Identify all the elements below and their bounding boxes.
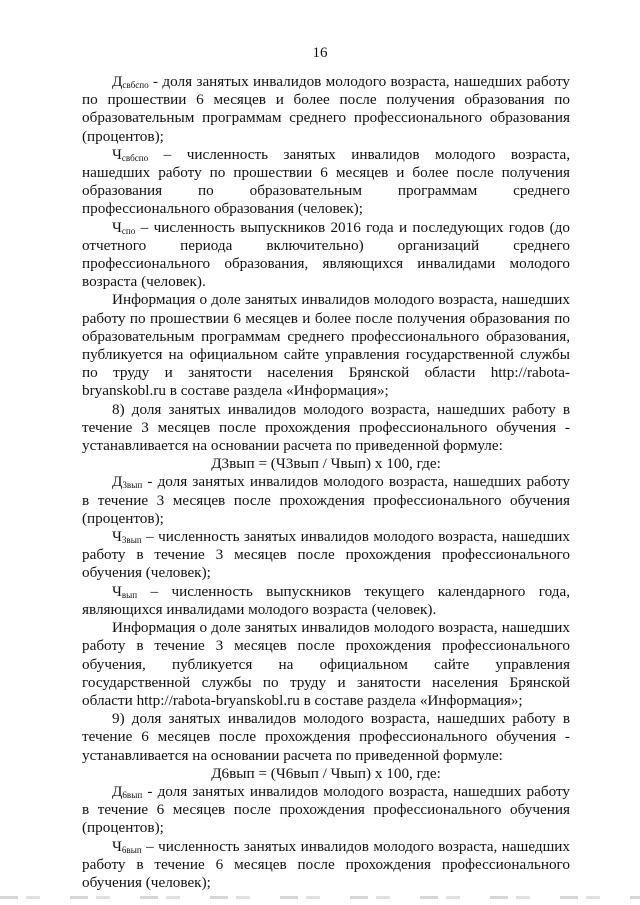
definition-paragraph	[82, 146, 570, 219]
symbol-subscript: свбспо	[121, 152, 149, 163]
info-paragraph: Информация о доле занятых инвалидов молодого возраста, нашедших работу в течение 3 месяцев после прохождения профессионального обучения, публикуется на официальном сайте управления государственной службы по труду и занятости населения Брянской области http://rabota-bryanskobl.ru в составе раздела «Информация»;	[82, 619, 570, 709]
paragraph-text: – численность выпускников 2016 года и последующих годов (до отчетного периода включительно) организаций среднего профессионального образования, являющихся инвалидами молодого возраста (человек).	[82, 218, 570, 291]
definition-paragraph	[82, 219, 570, 292]
paragraph-text: – численность занятых инвалидов молодого возраста, нашедших работу в течение 3 месяцев после прохождения профессионального обучения (человек);	[82, 528, 570, 582]
definition-paragraph	[82, 73, 570, 146]
symbol: Ч	[112, 218, 122, 236]
paragraph-text: - доля занятых инвалидов молодого возраста, нашедших работу по прошествии 6 месяцев и более после получения образования по образовательным программам среднего профессионального образования (процентов);	[82, 73, 570, 145]
paragraph-text: – численность занятых инвалидов молодого возраста, нашедших работу в течение 6 месяцев после прохождения профессионального обучения (человек);	[82, 837, 570, 891]
symbol: Д	[112, 782, 123, 800]
symbol-subscript: 6вып	[121, 844, 142, 855]
symbol-subscript: 6вып	[122, 789, 143, 800]
document-body	[82, 73, 570, 892]
symbol: Д	[112, 73, 123, 90]
paragraph-text: – численность занятых инвалидов молодого возраста, нашедших работу по прошествии 6 месяцев и более после получения образования по образовательным программам среднего профессионального образования (человек);	[82, 145, 570, 218]
symbol-subscript: 3вып	[122, 480, 143, 491]
symbol: Д	[112, 473, 123, 491]
paragraph-text: - доля занятых инвалидов молодого возраста, нашедших работу в течение 3 месяцев после прохождения профессионального обучения (процентов);	[82, 473, 570, 527]
definition-paragraph	[82, 783, 570, 838]
definition-paragraph	[82, 528, 570, 583]
paragraph-text: – численность выпускников текущего календарного года, являющихся инвалидами молодого возраста (человек).	[82, 582, 570, 618]
formula: Д3вып = (Ч3вып / Чвып) x 100, где:	[211, 455, 441, 473]
symbol-subscript: спо	[121, 225, 136, 236]
symbol-subscript: свбспо	[122, 79, 149, 90]
item-8-paragraph: 8) доля занятых инвалидов молодого возраста, нашедших работу в течение 3 месяцев после прохождения профессионального обучения - устанавливается на основании расчета по приведенной формуле:	[82, 400, 570, 455]
formula: Д6вып = (Ч6вып / Чвып) x 100, где:	[211, 764, 441, 782]
scan-artifact-line	[0, 896, 640, 899]
page-number: 16	[312, 45, 328, 61]
symbol-subscript: 3вып	[121, 534, 142, 545]
symbol: Ч	[112, 528, 122, 546]
paragraph-text: - доля занятых инвалидов молодого возраста, нашедших работу в течение 6 месяцев после прохождения профессионального обучения (процентов);	[82, 782, 570, 837]
symbol: Ч	[112, 145, 122, 163]
definition-paragraph	[82, 583, 570, 619]
symbol-subscript: вып	[121, 589, 138, 600]
info-paragraph: Информация о доле занятых инвалидов молодого возраста, нашедших работу по прошествии 6 месяцев и более после получения образования по образовательным программам среднего профессионального образования, публикуется на официальном сайте управления государственной службы по труду и занятости населения Брянской области http://rabota-bryanskobl.ru в составе раздела «Информация»;	[82, 291, 570, 400]
symbol: Ч	[112, 582, 122, 600]
definition-paragraph	[82, 838, 570, 893]
item-9-paragraph: 9) доля занятых инвалидов молодого возраста, нашедших работу в течение 6 месяцев после прохождения профессионального обучения - устанавливается на основании расчета по приведенной формуле:	[82, 710, 570, 764]
definition-paragraph	[82, 473, 570, 528]
symbol: Ч	[112, 837, 122, 855]
